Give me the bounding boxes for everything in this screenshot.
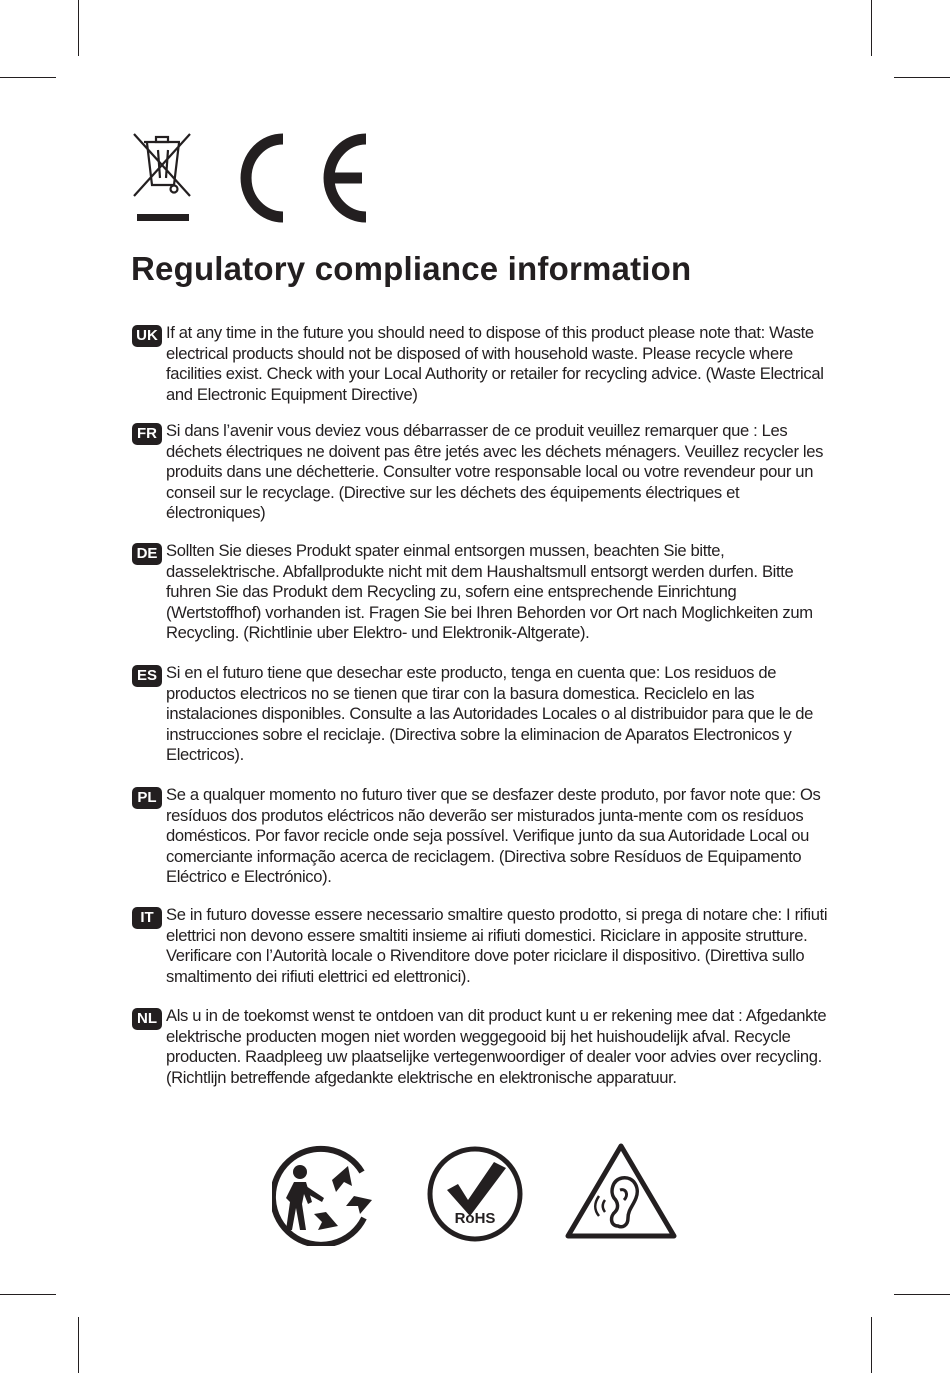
section-text: Se in futuro dovesse essere necessario smaltire questo prodotto, si prega di notare che: I rifiuti elettrici non devono essere smaltiti insieme ai rifiuti domestici. Riciclare in apposite strutture. Verificare con l’Autorità locale o Rivenditore dove poter riciclare il dispositivo. (Direttiva sullo smaltimento dei rifiuti elettrici ed elettronici). [166, 905, 828, 986]
section-de [132, 541, 832, 644]
language-badge: NL [132, 1008, 162, 1030]
language-badge: IT [132, 907, 162, 929]
section-text: Se a qualquer momento no futuro tiver que se desfazer deste produto, por favor note que: Os resíduos dos produtos eléctricos não deverão ser misturados junta-mente com os resíduos domésticos. Por favor recicle onde seja possível. Verifique junto da sua Autoridade Local ou comerciante informação acerca de reciclagem. (Directiva sobre Resíduos de Equipamento Eléctrico e Electrónico). [166, 785, 821, 887]
language-badge: FR [132, 423, 162, 445]
section-fr [132, 421, 832, 524]
compliance-icons [272, 1140, 682, 1246]
section-text: If at any time in the future you should need to dispose of this product please note that: Waste electrical products should not be disposed of with household waste. Please recycle where facilities exist. Check with your Local Authority or retailer for recycling advice. (Waste Electrical and Electronic Equipment Directive) [166, 323, 824, 404]
rohs-icon [430, 1149, 520, 1239]
language-badge: ES [132, 665, 162, 687]
section-es [132, 663, 832, 766]
section-text: Als u in de toekomst wenst te ontdoen van dit product kunt u er rekening mee dat : Afgedankte elektrische producten mogen niet worden weggegooid bij het huishoudelijk afval. Recycle producten. Raadpleeg uw plaatselijke vertegenwoordiger of dealer voor advies over recycling. (Richtlijn betreffende afgedankte elektrische en elektronische apparatuur. [166, 1006, 827, 1087]
crop-mark [894, 77, 950, 78]
tidyman-recycle-icon [273, 1149, 372, 1245]
crop-mark [871, 0, 872, 56]
section-pl [132, 785, 832, 888]
page-title: Regulatory compliance information [131, 250, 692, 287]
crop-mark [78, 0, 79, 56]
section-it [132, 905, 832, 987]
language-badge: DE [132, 543, 162, 565]
hearing-warning-icon [568, 1146, 674, 1236]
language-badge: UK [132, 325, 162, 347]
language-badge: PL [132, 787, 162, 809]
section-text: Sollten Sie dieses Produkt spater einmal entsorgen mussen, beachten Sie bitte, dasselektrische. Abfallprodukte nicht mit dem Haushaltsmull entsorgt werden durfen. Bitte fuhren Sie das Produkt dem Recycling zu, sofern eine entsprechende Einrichtung (Wertstoffhof) vorhanden ist. Fragen Sie bei Ihren Behorden vor Ort nach Moglichkeiten zum Recycling. (Richtlinie uber Elektro- und Elektronik-Altgerate). [166, 541, 813, 643]
crop-mark [0, 1294, 56, 1295]
weee-crossed-bin-icon [134, 134, 190, 221]
section-text: Si dans l’avenir vous deviez vous débarrasser de ce produit veuillez remarquer que : Les déchets électriques ne doivent pas être jetés avec les déchets ménagers. Veuillez recycler les produits dans une déchetterie. Consulter votre responsable local ou votre revendeur pour un conseil sur le recyclage. (Directive sur les déchets des équipements électriques et électroniques) [166, 421, 824, 523]
crop-mark [871, 1317, 872, 1373]
bottom-compliance-marks [272, 1140, 682, 1246]
section-nl [132, 1006, 832, 1088]
rohs-label: RoHS [454, 1210, 496, 1227]
crop-mark [894, 1294, 950, 1295]
top-regulatory-marks [130, 130, 380, 226]
weee-ce-marks [130, 130, 380, 226]
crop-mark [0, 77, 56, 78]
section-uk [132, 323, 832, 405]
section-text: Si en el futuro tiene que desechar este producto, tenga en cuenta que: Los residuos de productos electricos no se tienen que tirar con la basura domestica. Reciclelo en las instalaciones disponibles. Consulte a las Autoridades Locales o al distribuidor para que le de instrucciones sobre el reciclaje. (Directiva sobre la eliminacion de Aparatos Electronicos y Electricos). [166, 663, 813, 765]
crop-mark [78, 1317, 79, 1373]
ce-mark-icon [246, 139, 366, 217]
